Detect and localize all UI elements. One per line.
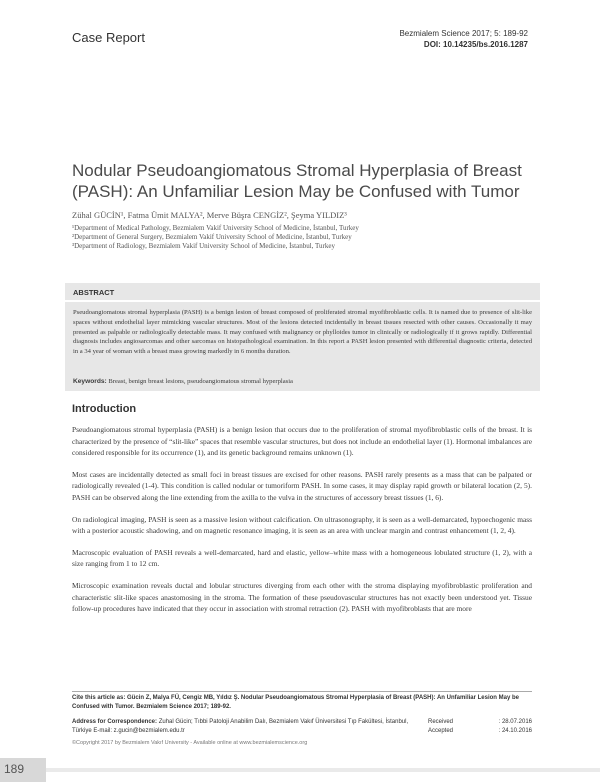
keywords	[73, 378, 293, 385]
abstract-divider	[65, 300, 540, 302]
abstract-text: Pseudoangiomatous stromal hyperplasia (PASH) is a benign lesion of breast composed of proliferated stromal myofibroblastic cells. It is named due to presence of slit-like spaces without endothelial layer mimicking vascular structures. Most of the lesions detected incidentally in breast tissues resected with other causes. Occasionally it may presented as palpable or radiologically detectable mass. It may confused with malignancy or phylloides tumor in clinically or radiologically if it grows rapidly. Differential diagnosis includes angiosarcomas and other sarcomas on histopathological examination. In this report a PASH lesion presented with differential diagnostic criteria, detected in a 34 year of woman with a breast mass growing markedly in 6 months duration.	[73, 309, 532, 356]
received-row	[428, 718, 532, 727]
article-dates	[428, 718, 532, 735]
correspondence-address	[72, 718, 427, 735]
paragraph: Microscopic examination reveals ductal and lobular structures diverging from each other with the stroma displaying myofibroblastic proliferation and characteristic slit-like spaces anastomosing in the stroma. The formation of these pseudovascular structures has not exactly been understood yet. Tissue follow-up procedures have indicated that they occur in association with stromal retraction (2). PASH with myofibroblasts that are more	[72, 580, 532, 614]
footer-divider	[72, 691, 532, 692]
page-number: 189	[4, 762, 25, 776]
received-label: Received	[428, 719, 454, 725]
keywords-label: Keywords:	[73, 378, 107, 385]
citation-note: Cite this article as: Gücin Z, Malya FÜ, Cengiz MB, Yıldız Ş. Nodular Pseudoangiomatous Stromal Hyperplasia of Breast (PASH): An Unfamiliar Lesion May be Confused with Tumor. Bezmialem Science 2017; 189-92.	[72, 695, 519, 710]
affiliation: ¹Department of Medical Pathology, Bezmialem Vakif University School of Medicine, İstanbul, Turkey	[72, 224, 359, 232]
body-text	[72, 424, 532, 625]
page-footer-line	[46, 768, 600, 772]
affiliation: ²Department of General Surgery, Bezmialem Vakif University School of Medicine, İstanbul, Turkey	[72, 233, 352, 241]
title-block	[72, 160, 532, 251]
affiliations	[72, 224, 532, 251]
journal-info	[399, 28, 528, 50]
keywords-list: Breast, benign breast lesions, pseudoangiomatous stromal hyperplasia	[108, 378, 293, 385]
journal-citation: Bezmialem Science 2017; 5: 189-92	[399, 29, 528, 38]
accepted-label: Accepted	[428, 727, 454, 734]
affiliation: ³Department of Radiology, Bezmialem Vakif University School of Medicine, İstanbul, Turkey	[72, 242, 335, 250]
doi: DOI: 10.14235/bs.2016.1287	[423, 40, 528, 49]
section-heading: Introduction	[72, 403, 137, 415]
paragraph: Pseudoangiomatous stromal hyperplasia (PASH) is a benign lesion that occurs due to the proliferation of stromal myofibroblastic cells of the breast. It is characterized by the presence of “slit-like” spaces that resemble vascular structures, but does not include an endothelial layer (1). Hormonal imbalances are considered responsible for its occurrence (1), and its genetic background remains unknown (1).	[72, 425, 532, 458]
address-label: Address for Correspondence:	[72, 719, 158, 725]
authors: Zühal GÜCİN¹, Fatma Ümit MALYA², Merve Büşra CENGİZ², Şeyma YILDIZ³	[72, 210, 347, 220]
address-text: Zuhal Gücin; Tıbbi Patoloji Anabilim Dalı, Bezmialem Vakıf Üniversitesi Tıp Fakültesi, İstanbul, Türkiye E-mail: z.gucin@bezmialem.edu.tr	[72, 719, 409, 734]
abstract-box	[65, 283, 540, 391]
paragraph: Most cases are incidentally detected as small foci in breast tissues are excised for other reasons. PASH rarely presents as a mass that can be palpated or radiologically revealed (1-4). This condition is called nodular or tumoriform PASH. In some cases, it may display rapid growth or bilateral location (2, 5). PASH can be observed along the line extending from the axilla to the vulva in the structures of accessory breast tissues (1, 6).	[72, 469, 532, 502]
paragraph: Macroscopic evaluation of PASH reveals a well-demarcated, hard and elastic, yellow–white mass with a homogeneous lobulated structure (1, 2), with a size ranging from 1 to 12 cm.	[72, 547, 532, 569]
accepted-date: : 24.10.2016	[498, 727, 532, 734]
accepted-row	[428, 727, 532, 736]
copyright: ©Copyright 2017 by Bezmialem Vakıf University - Available online at www.bezmialemscience.org	[72, 740, 308, 746]
page-header	[72, 28, 528, 52]
article-type: Case Report	[72, 30, 145, 45]
abstract-heading: ABSTRACT	[73, 288, 115, 297]
article-title: Nodular Pseudoangiomatous Stromal Hyperplasia of Breast (PASH): An Unfamiliar Lesion May be Confused with Tumor	[72, 161, 522, 201]
paragraph: On radiological imaging, PASH is seen as a massive lesion without calcification. On ultrasonography, it is seen as a well-demarcated, hypoechogenic mass with a posterior acoustic shadowing, and on magnetic resonance imaging, it is seen as an area with unclear margin and contrast enhancement (1, 2, 4).	[72, 514, 532, 536]
received-date: : 28.07.2016	[498, 719, 532, 725]
